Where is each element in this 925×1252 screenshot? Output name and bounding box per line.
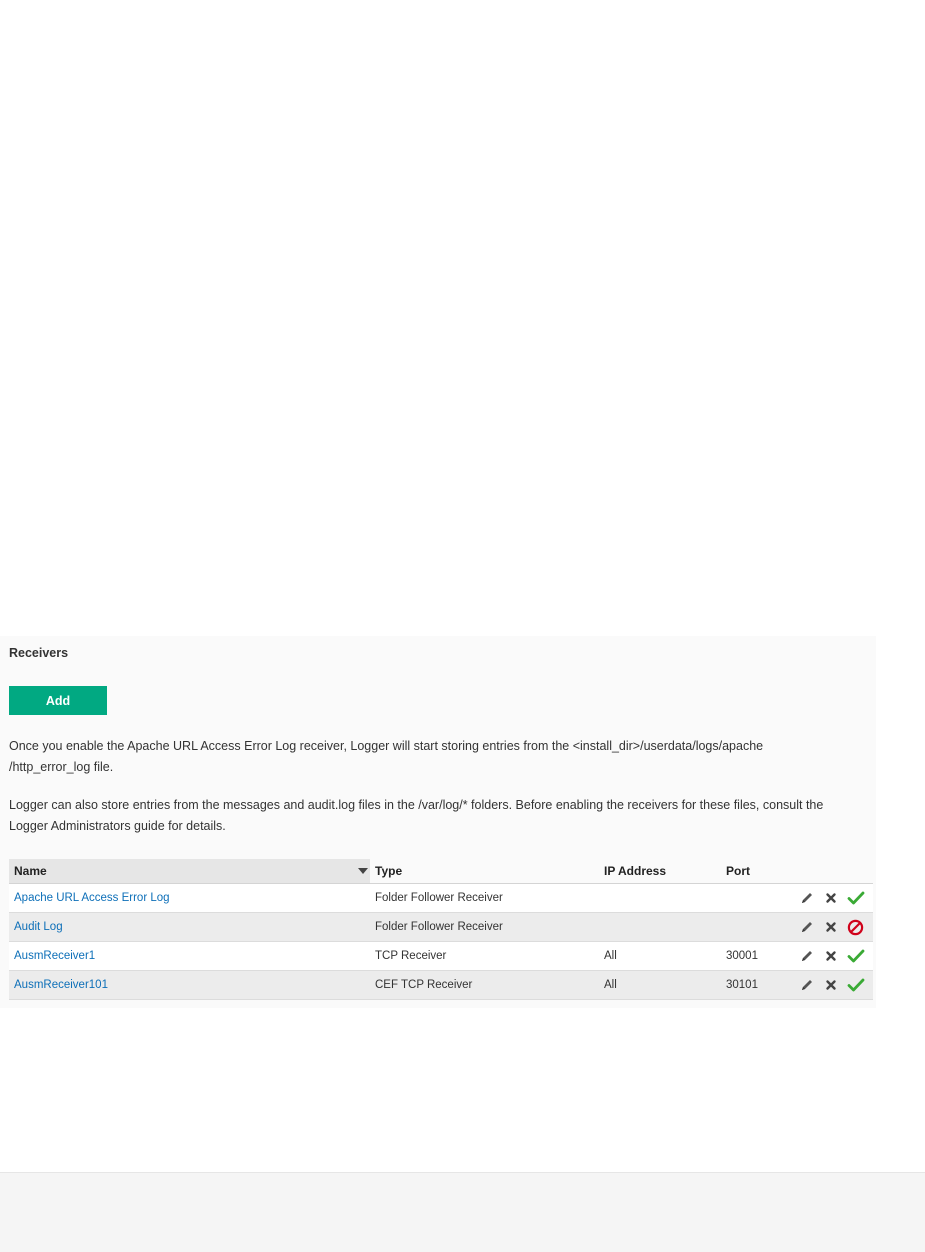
receiver-port-cell: 30101 bbox=[721, 971, 793, 1000]
receiver-ip-cell: All bbox=[599, 971, 721, 1000]
info-apache: Once you enable the Apache URL Access Error Log receiver, Logger will start storing entries from the <install_dir>/userdata/logs/apache /http_error_log file. bbox=[9, 739, 764, 774]
receiver-name-link[interactable]: AusmReceiver1 bbox=[14, 950, 96, 962]
table-row bbox=[9, 942, 873, 971]
receiver-name-cell bbox=[9, 884, 370, 913]
receiver-ip-cell bbox=[599, 884, 721, 913]
receiver-name-link[interactable]: Audit Log bbox=[14, 921, 63, 933]
receiver-ip-cell: All bbox=[599, 942, 721, 971]
delete-x-icon[interactable] bbox=[825, 979, 837, 991]
delete-x-icon[interactable] bbox=[825, 950, 837, 962]
row-actions bbox=[793, 942, 873, 971]
receiver-name-link[interactable]: Apache URL Access Error Log bbox=[14, 892, 170, 904]
column-header-name[interactable]: Name bbox=[9, 859, 370, 884]
receiver-name-cell bbox=[9, 971, 370, 1000]
receiver-type-cell: Folder Follower Receiver bbox=[370, 913, 599, 942]
row-actions bbox=[793, 971, 873, 1000]
receiver-port-cell: 30001 bbox=[721, 942, 793, 971]
receiver-type-cell: TCP Receiver bbox=[370, 942, 599, 971]
row-actions bbox=[793, 913, 873, 942]
check-icon[interactable] bbox=[847, 890, 865, 906]
receiver-type-cell: Folder Follower Receiver bbox=[370, 884, 599, 913]
table-row bbox=[9, 971, 873, 1000]
delete-x-icon[interactable] bbox=[825, 921, 837, 933]
disabled-icon[interactable] bbox=[847, 919, 864, 936]
receiver-ip-cell bbox=[599, 913, 721, 942]
receiver-name-cell bbox=[9, 942, 370, 971]
receiver-port-cell bbox=[721, 913, 793, 942]
receiver-port-cell bbox=[721, 884, 793, 913]
check-icon[interactable] bbox=[847, 977, 865, 993]
sort-descending-icon[interactable] bbox=[358, 868, 368, 874]
receiver-type-cell: CEF TCP Receiver bbox=[370, 971, 599, 1000]
edit-pencil-icon[interactable] bbox=[800, 978, 814, 992]
receiver-name-link[interactable]: AusmReceiver101 bbox=[14, 979, 108, 991]
edit-pencil-icon[interactable] bbox=[800, 891, 814, 905]
page-title: Receivers bbox=[9, 646, 69, 660]
receivers-table bbox=[9, 859, 873, 1000]
info-var-log: Logger can also store entries from the messages and audit.log files in the /var/log/* folders. Before enabling the receivers for these files, consult the Logger Administrators guide for details. bbox=[9, 798, 824, 833]
column-header-ip-address[interactable]: IP Address bbox=[599, 859, 721, 884]
edit-pencil-icon[interactable] bbox=[800, 949, 814, 963]
page-footer bbox=[0, 1172, 925, 1252]
column-header-actions bbox=[793, 859, 873, 884]
receiver-name-cell bbox=[9, 913, 370, 942]
column-header-port[interactable]: Port bbox=[721, 859, 793, 884]
table-row bbox=[9, 884, 873, 913]
table-header-row bbox=[9, 859, 873, 884]
table-row bbox=[9, 913, 873, 942]
row-actions bbox=[793, 884, 873, 913]
check-icon[interactable] bbox=[847, 948, 865, 964]
add-button[interactable]: Add bbox=[9, 686, 107, 715]
receivers-panel bbox=[0, 636, 876, 1008]
delete-x-icon[interactable] bbox=[825, 892, 837, 904]
column-header-type[interactable]: Type bbox=[370, 859, 599, 884]
edit-pencil-icon[interactable] bbox=[800, 920, 814, 934]
